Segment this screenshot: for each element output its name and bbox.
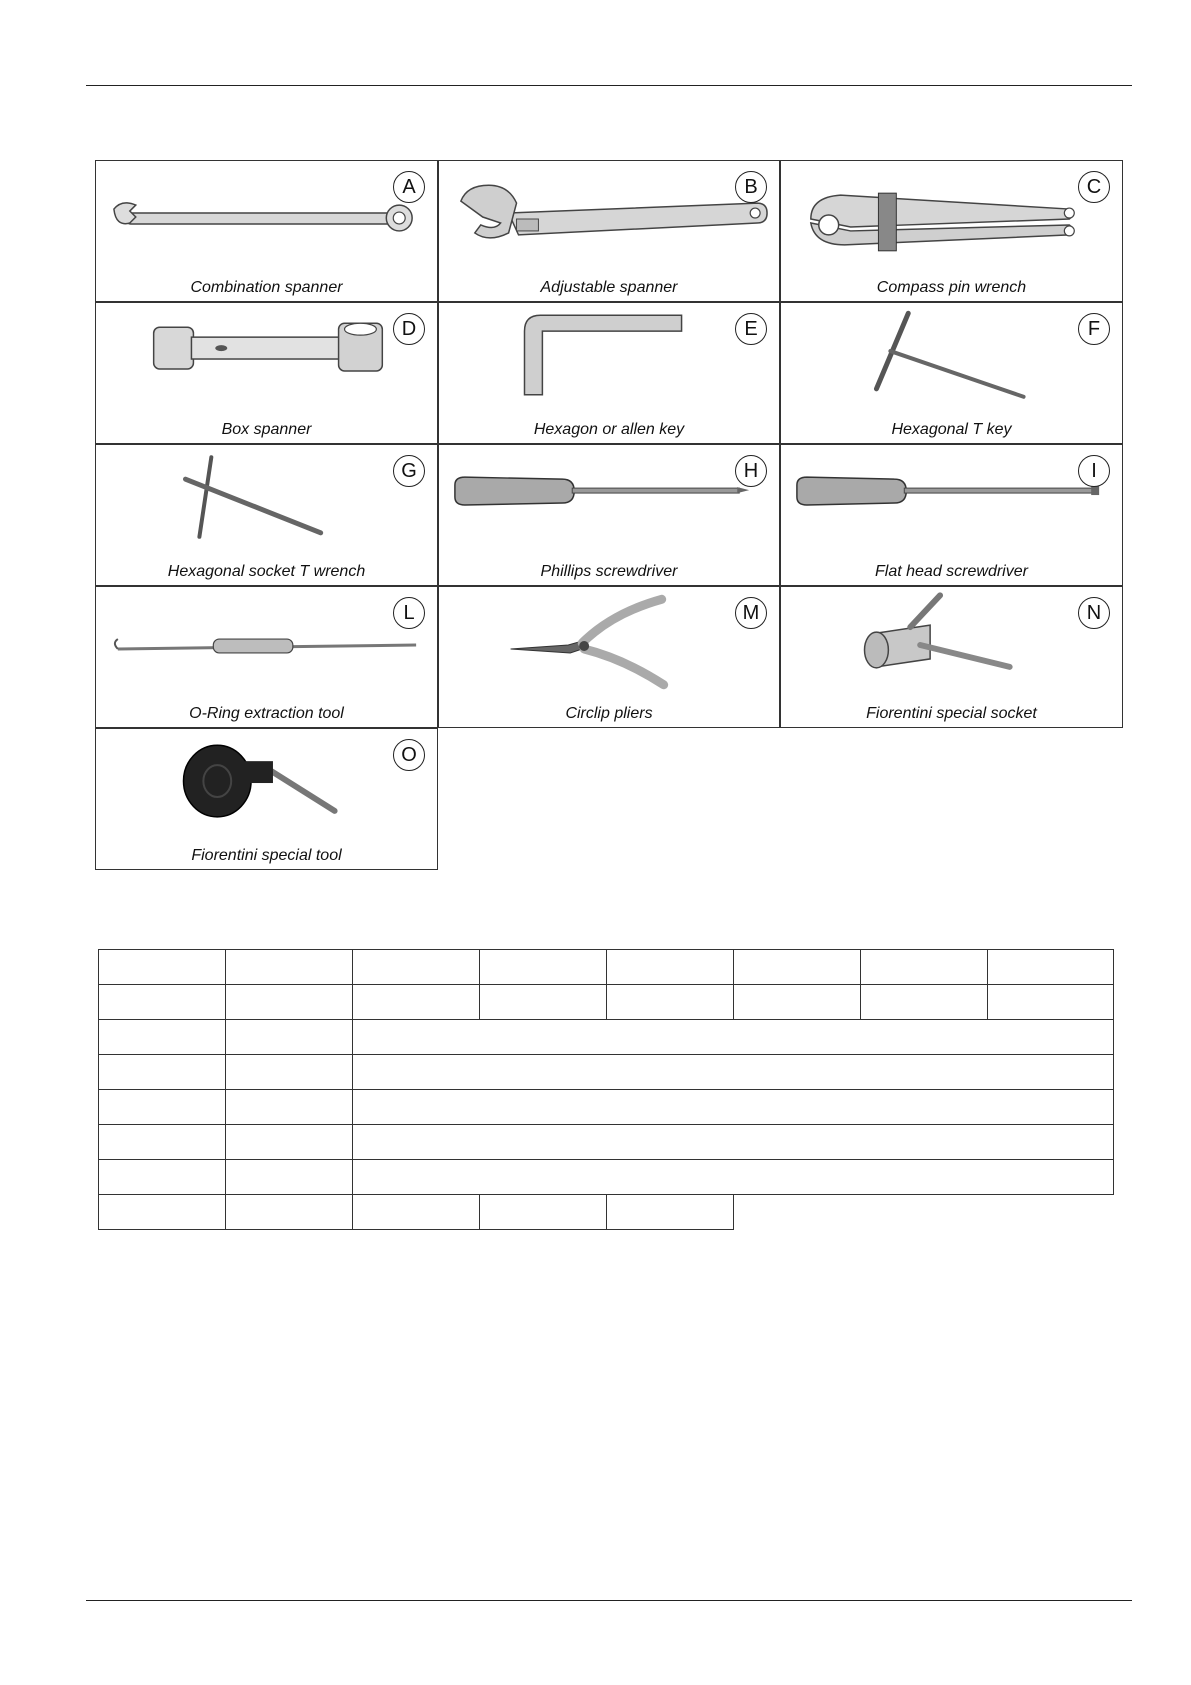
box-spanner-icon — [96, 303, 437, 421]
tool-letter: A — [393, 171, 425, 203]
tool-caption: O-Ring extraction tool — [189, 705, 344, 722]
tool-letter: B — [735, 171, 767, 203]
tool-letter: I — [1078, 455, 1110, 487]
tool-cell-e — [438, 302, 780, 444]
tool-letter: M — [735, 597, 767, 629]
tool-cell-f — [780, 302, 1123, 444]
tool-caption: Flat head screwdriver — [875, 563, 1028, 580]
adjustable-spanner-icon — [439, 161, 779, 279]
tool-cell-c — [780, 160, 1123, 302]
tool-cell-i — [780, 444, 1123, 586]
tool-letter: G — [393, 455, 425, 487]
header-rule — [86, 85, 1132, 86]
special-tool-icon — [96, 729, 437, 847]
tool-caption: Compass pin wrench — [876, 279, 1027, 296]
tool-letter: F — [1078, 313, 1110, 345]
hexagonal-t-key-icon — [781, 303, 1122, 421]
allen-key-icon — [439, 303, 779, 421]
tool-cell-a — [95, 160, 438, 302]
tool-caption: Fiorentini special socket — [866, 705, 1037, 722]
tool-caption: Fiorentini special tool — [191, 847, 342, 864]
compass-pin-wrench-icon — [781, 161, 1122, 279]
tool-cell-g — [95, 444, 438, 586]
tool-letter: H — [735, 455, 767, 487]
tool-caption: Adjustable spanner — [540, 279, 678, 296]
footer-rule — [86, 1600, 1132, 1601]
tool-caption: Combination spanner — [190, 279, 343, 296]
tool-letter: O — [393, 739, 425, 771]
tool-photo-grid — [95, 160, 1123, 870]
tool-caption: Circlip pliers — [565, 705, 653, 722]
tool-letter: N — [1078, 597, 1110, 629]
tool-cell-b — [438, 160, 780, 302]
tool-cell-d — [95, 302, 438, 444]
o-ring-extraction-tool-icon — [96, 587, 437, 705]
tool-letter: C — [1078, 171, 1110, 203]
tool-letter: E — [735, 313, 767, 345]
tool-caption: Phillips screwdriver — [540, 563, 678, 580]
tool-cell-m — [438, 586, 780, 728]
tool-cell-h — [438, 444, 780, 586]
tool-cell-n — [780, 586, 1123, 728]
tool-letter: D — [393, 313, 425, 345]
tool-caption: Box spanner — [221, 421, 312, 438]
flat-head-screwdriver-icon — [781, 445, 1122, 563]
tool-caption: Hexagonal socket T wrench — [167, 563, 366, 580]
special-socket-icon — [781, 587, 1122, 705]
combination-spanner-icon — [96, 161, 437, 279]
circlip-pliers-icon — [439, 587, 779, 705]
tool-cell-l — [95, 586, 438, 728]
tool-caption: Hexagonal T key — [891, 421, 1012, 438]
blank-form-grid — [98, 949, 1114, 1229]
socket-t-wrench-icon — [96, 445, 437, 563]
tool-cell-o — [95, 728, 438, 870]
tool-caption: Hexagon or allen key — [533, 421, 685, 438]
tool-letter: L — [393, 597, 425, 629]
phillips-screwdriver-icon — [439, 445, 779, 563]
